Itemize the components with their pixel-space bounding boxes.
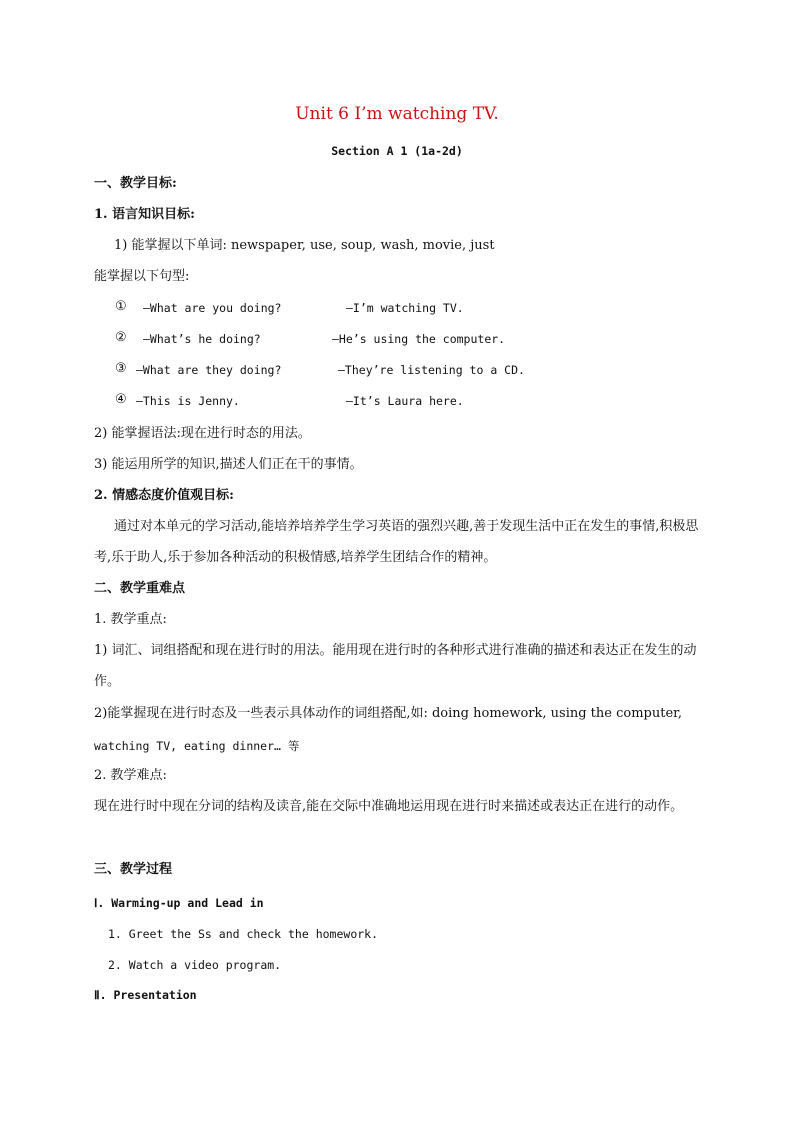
example-answer: —He’s using the computer. — [332, 332, 506, 346]
key-point-1: 1) 词汇、词组搭配和现在进行时的用法。能用现在进行时的各种形式进行准确的描述和表达正在发生的动作。 — [94, 643, 697, 689]
vocab-line: 1) 能掌握以下单词: newspaper, use, soup, wash, movie, just — [114, 238, 495, 253]
example-answer: —It’s Laura here. — [346, 394, 464, 408]
example-number: ④ — [115, 392, 127, 407]
example-question: —What are you doing? — [143, 301, 282, 315]
attitude-paragraph: 通过对本单元的学习活动,能培养培养学生学习英语的强烈兴趣,善于发现生活中正在发生的事情,积极思考,乐于助人,乐于参加各种活动的积极情感,培养学生团结合作的精神。 — [94, 519, 699, 565]
section-1-heading: 一、教学目标: — [94, 176, 177, 191]
key-point-2-cont: watching TV, eating dinner… 等 — [94, 739, 300, 753]
step-1-heading: Ⅰ. Warming-up and Lead in — [94, 896, 264, 910]
example-number: ① — [115, 299, 127, 314]
key-points-heading: 1. 教学重点: — [94, 612, 167, 627]
example-number: ② — [115, 330, 127, 345]
section-subtitle: Section A 1 (1a-2d) — [331, 144, 463, 158]
example-answer: —I’m watching TV. — [346, 301, 464, 315]
section-2-heading: 二、教学重难点 — [94, 581, 186, 596]
step-2-heading: Ⅱ. Presentation — [94, 988, 197, 1002]
attitude-goals-heading: 2. 情感态度价值观目标: — [94, 488, 234, 503]
example-question: —What’s he doing? — [143, 332, 261, 346]
difficult-points-paragraph: 现在进行时中现在分词的结构及读音,能在交际中准确地运用现在进行时来描述或表达正在进行的动作。 — [94, 799, 684, 814]
apply-goal: 3) 能运用所学的知识,描述人们正在干的事情。 — [94, 457, 363, 472]
example-answer: —They’re listening to a CD. — [338, 363, 525, 377]
grammar-goal: 2) 能掌握语法:现在进行时态的用法。 — [94, 426, 311, 441]
step-1-item: 2. Watch a video program. — [108, 958, 282, 972]
key-point-2: 2)能掌握现在进行时态及一些表示具体动作的词组搭配,如: doing homework, using the computer, — [94, 706, 683, 721]
example-question: —This is Jenny. — [136, 394, 240, 408]
pattern-intro: 能掌握以下句型: — [94, 269, 190, 284]
knowledge-goals-heading: 1. 语言知识目标: — [94, 207, 195, 222]
example-question: —What are they doing? — [136, 363, 282, 377]
example-number: ③ — [115, 361, 127, 376]
step-1-item: 1. Greet the Ss and check the homework. — [108, 927, 379, 941]
unit-title: Unit 6 I’m watching TV. — [295, 104, 499, 124]
section-3-heading: 三、教学过程 — [94, 862, 173, 877]
difficult-points-heading: 2. 教学难点: — [94, 768, 167, 783]
